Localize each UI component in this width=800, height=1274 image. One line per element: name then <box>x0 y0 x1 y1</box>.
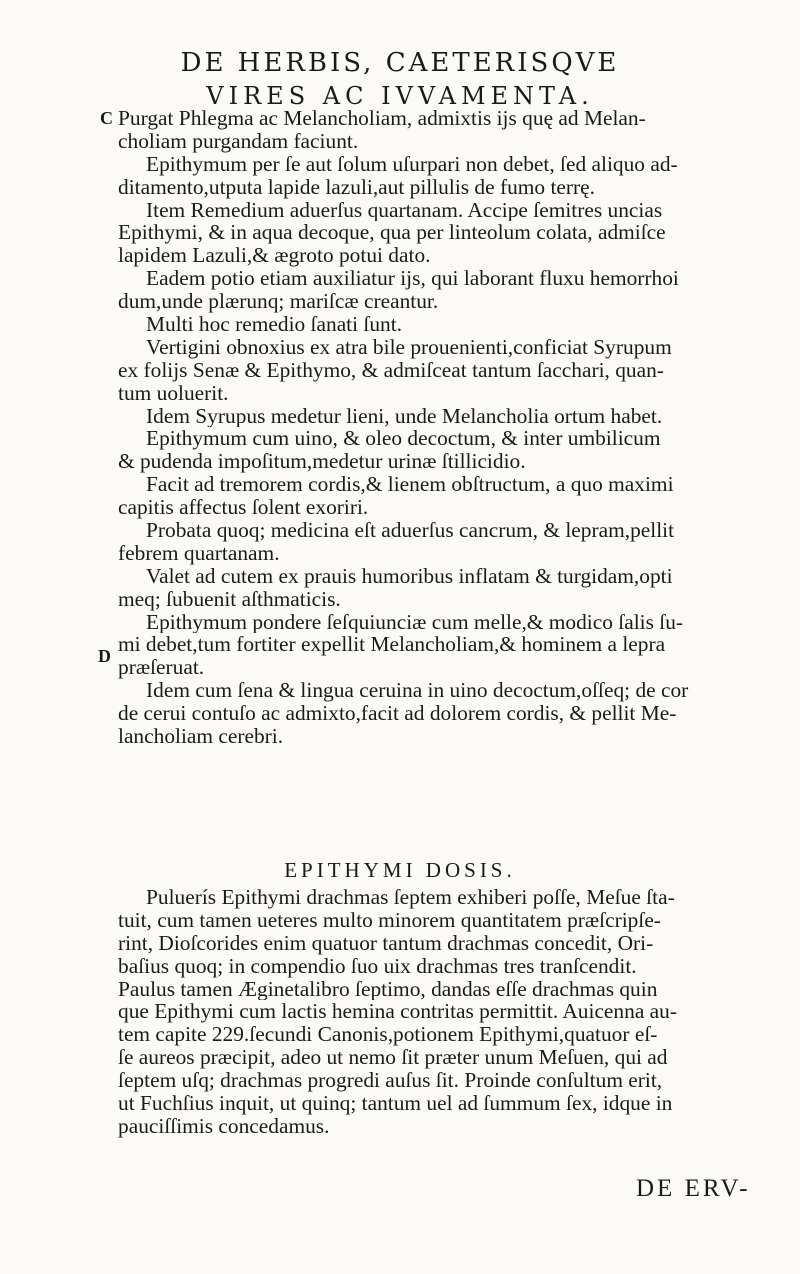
text-line: que Epithymi cum lactis hemina contritas permittit. Auicenna au- <box>118 1000 677 1024</box>
vires-text-block <box>118 107 778 748</box>
dosis-text-block <box>118 886 778 1138</box>
text-line: ex folijs Senæ & Epithymo, & admiſceat tantum ſacchari, quan- <box>118 358 664 382</box>
text-line: Eadem potio etiam auxiliatur ijs, qui laborant fluxu hemorrhoi <box>146 267 679 291</box>
text-line: Epithymi, & in aqua decoque, qua per linteolum colata, admiſce <box>118 221 666 245</box>
text-line: & pudenda impoſitum,medetur urinæ ſtillicidio. <box>118 450 526 474</box>
text-line: præſeruat. <box>118 656 205 680</box>
text-line: Idem cum ſena & lingua ceruina in uino decoctum,oſſeq; de cor <box>146 679 689 703</box>
text-line: de cerui contuſo ac admixto,facit ad dolorem cordis, & pellit Me- <box>118 702 677 726</box>
text-line: meq; ſubuenit aſthmaticis. <box>118 587 341 611</box>
text-line: choliam purgandam faciunt. <box>118 129 359 153</box>
margin-letter-c: C <box>100 108 113 128</box>
catchword: DE ERV- <box>636 1175 751 1202</box>
text-line: Idem Syrupus medetur lieni, unde Melancholia ortum habet. <box>146 404 663 428</box>
section-heading: VIRES AC IVVAMENTA. <box>206 82 594 110</box>
text-line: tuit, cum tamen ueteres multo minorem quantitatem præſcripſe- <box>118 908 661 932</box>
margin-letter-d: D <box>98 646 111 666</box>
text-line: ſe aureos præcipit, adeo ut nemo ſit præter unum Meſuen, qui ad <box>118 1046 668 1070</box>
text-line: baſius quoq; in compendio ſuo uix drachmas tres tranſcendit. <box>118 954 637 978</box>
text-line: rint, Dioſcorides enim quatuor tantum drachmas concedit, Ori- <box>118 931 654 955</box>
text-line: Paulus tamen Æginetalibro ſeptimo, dandas eſſe drachmas quin <box>118 977 658 1001</box>
text-line: Epithymum cum uino, & oleo decoctum, & inter umbilicum <box>146 427 661 451</box>
text-line: ut Fuchſius inquit, ut quinq; tantum uel ad ſummum ſex, idque in <box>118 1092 673 1115</box>
text-line: Multi hoc remedio ſanati ſunt. <box>146 313 403 336</box>
running-head: DE HERBIS, CAETERISQVE <box>180 48 620 78</box>
text-line: capitis affectus ſolent exoriri. <box>118 496 369 520</box>
text-line: Probata quoq; medicina eſt aduerſus cancrum, & lepram,pellit <box>146 519 675 542</box>
text-line: mi debet,tum fortiter expellit Melancholiam,& hominem a lepra <box>118 633 666 657</box>
dosis-heading: EPITHYMI DOSIS. <box>284 858 516 882</box>
text-line: tem capite 229.ſecundi Canonis,potionem Epithymi,quatuor eſ- <box>118 1023 658 1047</box>
text-line: tum uoluerit. <box>118 381 229 405</box>
text-line: lapidem Lazuli,& ægroto potui dato. <box>118 244 431 268</box>
text-line: dum,unde plærunq; mariſcæ creantur. <box>118 290 439 314</box>
text-line: Item Remedium aduerſus quartanam. Accipe ſemitres uncias <box>146 198 663 222</box>
text-line: ditamento,utputa lapide lazuli,aut pillulis de fumo terrę. <box>118 175 595 199</box>
text-line: Valet ad cutem ex prauis humoribus inflatam & turgidam,opti <box>146 564 673 588</box>
text-line: Puluerís Epithymi drachmas ſeptem exhiberi poſſe, Meſue ſta- <box>146 886 675 909</box>
text-line: ſeptem uſq; drachmas progredi auſus ſit. Proinde conſultum erit, <box>118 1069 663 1093</box>
text-line: pauciſſimis concedamus. <box>118 1114 330 1138</box>
text-line: Facit ad tremorem cordis,& lienem obſtructum, a quo maximi <box>146 473 674 497</box>
text-line: lancholiam cerebri. <box>118 725 284 748</box>
text-line: Epithymum pondere ſeſquiunciæ cum melle,& modico ſalis ſu- <box>146 610 684 634</box>
text-line: febrem quartanam. <box>118 541 280 565</box>
text-line: Epithymum per ſe aut ſolum uſurpari non debet, ſed aliquo ad- <box>146 152 678 176</box>
text-line: Vertigini obnoxius ex atra bile prouenienti,conficiat Syrupum <box>146 335 672 359</box>
text-line: Purgat Phlegma ac Melancholiam, admixtis ijs quę ad Melan- <box>118 107 646 130</box>
